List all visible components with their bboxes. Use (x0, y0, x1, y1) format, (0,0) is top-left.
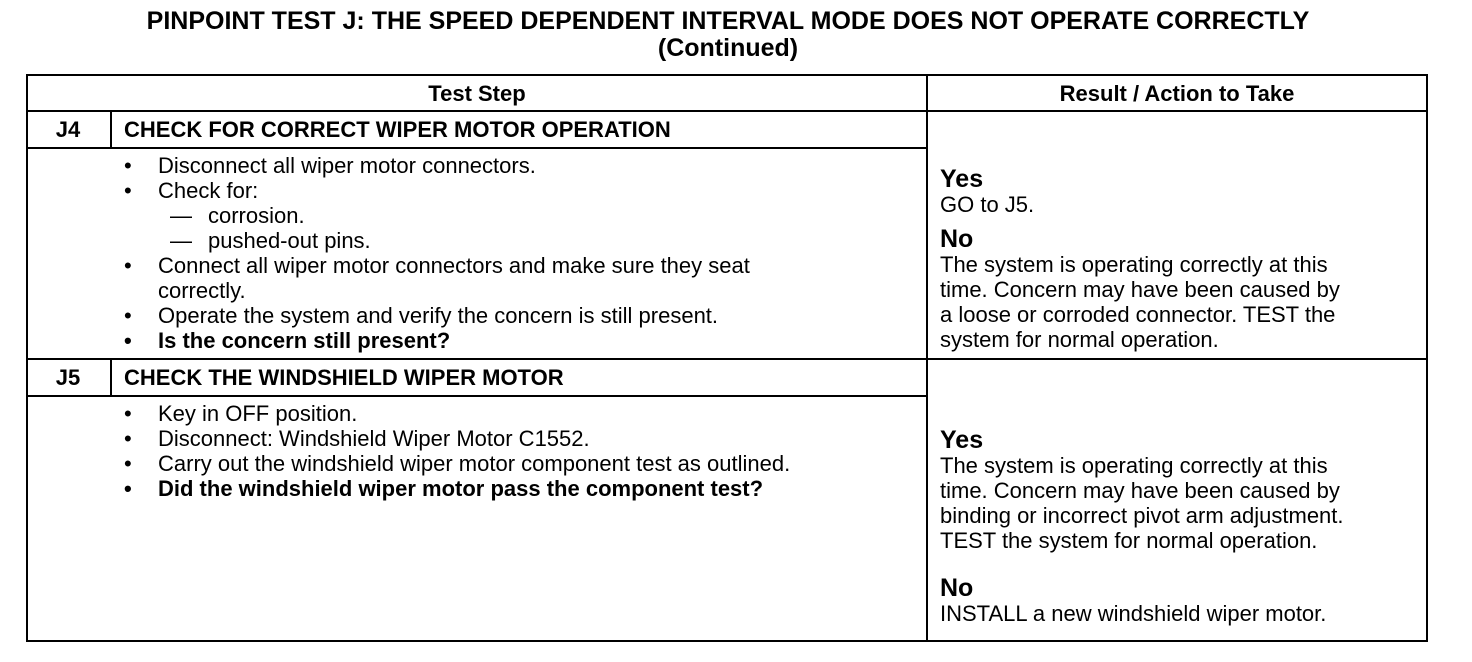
result-line: system for normal operation. (940, 327, 1219, 352)
instruction-text: Did the windshield wiper motor pass the component test? (158, 476, 764, 501)
result-yes-label: Yes (940, 426, 984, 454)
header-result-action: Result / Action to Take (1059, 81, 1295, 106)
step-instructions-j5 (124, 401, 790, 501)
result-j4 (940, 166, 1340, 352)
result-line: time. Concern may have been caused by (940, 277, 1340, 302)
instruction-text: correctly. (158, 278, 246, 303)
result-no-text (940, 252, 1340, 352)
bullet-icon: • (124, 426, 132, 451)
dash-icon: — (170, 203, 192, 228)
bullet-icon: • (124, 303, 132, 328)
j4-id-divider (110, 110, 112, 148)
instruction-item (124, 426, 790, 451)
bullet-icon: • (124, 153, 132, 178)
result-line: The system is operating correctly at this (940, 252, 1328, 277)
header-test-step: Test Step (428, 81, 526, 106)
instruction-continuation (124, 278, 750, 303)
bullet-icon: • (124, 178, 132, 203)
bullet-icon: • (124, 451, 132, 476)
instruction-text: pushed-out pins. (208, 228, 371, 253)
instruction-item (124, 451, 790, 476)
step-title-j5: CHECK THE WINDSHIELD WIPER MOTOR (124, 365, 564, 390)
bullet-icon: • (124, 253, 132, 278)
result-line: time. Concern may have been caused by (940, 478, 1340, 503)
instruction-subitem (124, 203, 750, 228)
step-instructions-j4 (124, 153, 750, 353)
result-line: a loose or corroded connector. TEST the (940, 302, 1336, 327)
result-line: GO to J5. (940, 192, 1035, 217)
j5-title-divider (26, 395, 927, 397)
bullet-icon: • (124, 476, 132, 501)
instruction-text: Key in OFF position. (158, 401, 358, 426)
result-no-text (940, 601, 1344, 626)
result-line: TEST the system for normal operation. (940, 528, 1318, 553)
instruction-item (124, 178, 750, 203)
dash-icon: — (170, 228, 192, 253)
instruction-text: Is the concern still present? (158, 328, 451, 353)
result-j5 (940, 427, 1344, 626)
instruction-question (124, 328, 750, 353)
instruction-text: Disconnect all wiper motor connectors. (158, 153, 536, 178)
row-divider-j4-j5 (26, 358, 1428, 360)
instruction-text: Check for: (158, 178, 259, 203)
instruction-text: Disconnect: Windshield Wiper Motor C1552. (158, 426, 590, 451)
result-yes-text (940, 453, 1344, 553)
step-id-j4: J4 (55, 117, 81, 142)
result-no-label: No (940, 574, 974, 602)
page-title (0, 8, 1456, 62)
instruction-item (124, 253, 750, 278)
result-line: The system is operating correctly at this (940, 453, 1328, 478)
step-title-j4: CHECK FOR CORRECT WIPER MOTOR OPERATION (124, 117, 671, 142)
instruction-text: Connect all wiper motor connectors and make sure they seat (158, 253, 750, 278)
instruction-text: Operate the system and verify the concern is still present. (158, 303, 719, 328)
result-line: INSTALL a new windshield wiper motor. (940, 601, 1327, 626)
instruction-question (124, 476, 790, 501)
j4-title-divider (26, 147, 927, 149)
instruction-item (124, 153, 750, 178)
j5-id-divider (110, 358, 112, 396)
step-id-j5: J5 (55, 365, 81, 390)
header-divider (26, 110, 1428, 112)
bullet-icon: • (124, 328, 132, 353)
result-line: binding or incorrect pivot arm adjustment. (940, 503, 1344, 528)
result-no-label: No (940, 225, 974, 253)
instruction-text: Carry out the windshield wiper motor component test as outlined. (158, 451, 791, 476)
title-line-2: (Continued) (657, 34, 799, 62)
instruction-item (124, 303, 750, 328)
instruction-text: corrosion. (208, 203, 305, 228)
title-line-1: PINPOINT TEST J: THE SPEED DEPENDENT INTERVAL MODE DOES NOT OPERATE CORRECTLY (146, 7, 1310, 35)
instruction-subitem (124, 228, 750, 253)
result-yes-label: Yes (940, 165, 984, 193)
result-yes-text (940, 192, 1340, 217)
bullet-icon: • (124, 401, 132, 426)
instruction-item (124, 401, 790, 426)
